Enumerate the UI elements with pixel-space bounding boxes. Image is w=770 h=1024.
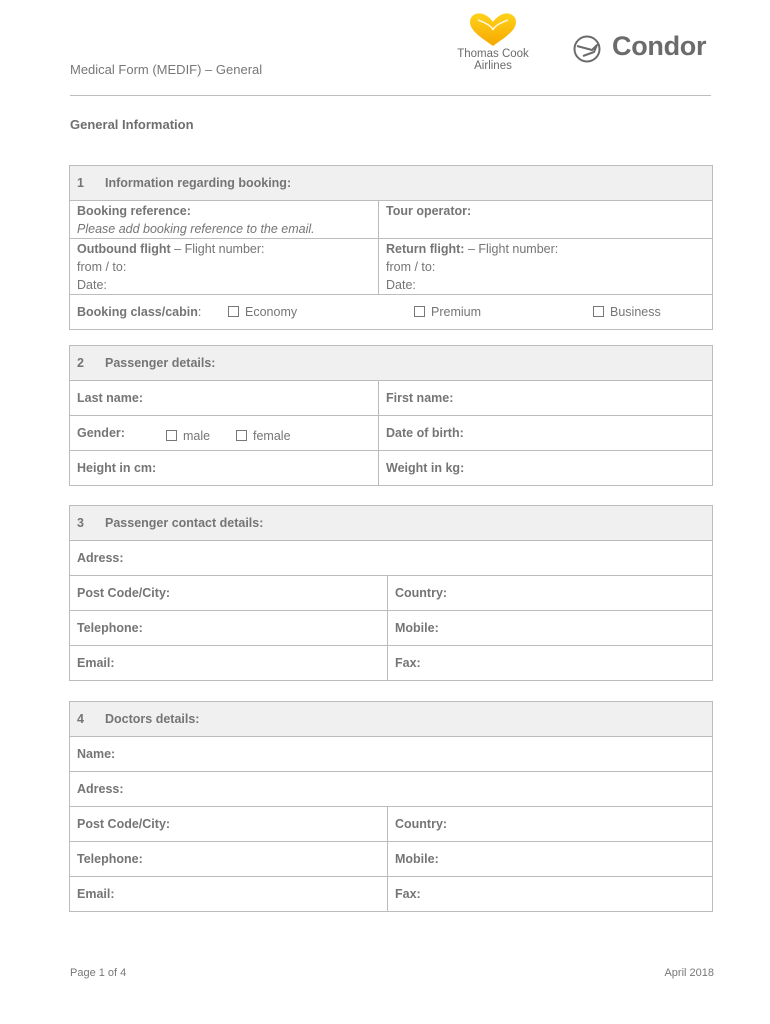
doctor-telephone-field[interactable] bbox=[70, 842, 388, 877]
return-date-label: Date: bbox=[386, 278, 416, 292]
section-number: 4 bbox=[77, 712, 84, 726]
heart-icon bbox=[448, 12, 538, 48]
postcode-city-field[interactable] bbox=[70, 576, 388, 611]
doctor-country-label: Country: bbox=[395, 817, 448, 831]
return-flight-label: Return flight: bbox=[386, 242, 465, 256]
doctor-name-field[interactable] bbox=[70, 737, 713, 772]
page-number: Page 1 of 4 bbox=[70, 967, 127, 979]
doctor-postcode-city-label: Post Code/City: bbox=[77, 817, 171, 831]
doctor-fax-field[interactable] bbox=[388, 877, 713, 912]
doctors-details-table bbox=[69, 701, 713, 912]
address-field[interactable] bbox=[70, 541, 713, 576]
booking-info-table bbox=[69, 165, 713, 330]
section-heading: General Information bbox=[70, 117, 194, 132]
doctor-telephone-label: Telephone: bbox=[77, 852, 143, 866]
tour-operator-label: Tour operator: bbox=[386, 204, 472, 218]
last-name-field[interactable] bbox=[70, 381, 379, 416]
section-title: Doctors details: bbox=[105, 712, 200, 726]
doctor-email-field[interactable] bbox=[70, 877, 388, 912]
section-title: Passenger contact details: bbox=[105, 516, 264, 530]
outbound-flight-field[interactable] bbox=[70, 239, 379, 295]
passenger-contact-table bbox=[69, 505, 713, 681]
female-label: female bbox=[253, 429, 291, 443]
doctor-name-label: Name: bbox=[77, 747, 116, 761]
doctor-country-field[interactable] bbox=[388, 807, 713, 842]
section-number: 3 bbox=[77, 516, 84, 530]
booking-class-colon: : bbox=[197, 305, 202, 319]
telephone-label: Telephone: bbox=[77, 621, 143, 635]
male-checkbox[interactable] bbox=[166, 430, 177, 441]
return-flight-field[interactable] bbox=[379, 239, 713, 295]
date-of-birth-label: Date of birth: bbox=[386, 426, 464, 440]
premium-label: Premium bbox=[431, 305, 482, 319]
outbound-flight-label: Outbound flight bbox=[77, 242, 171, 256]
country-field[interactable] bbox=[388, 576, 713, 611]
condor-wordmark: Condor bbox=[612, 31, 707, 61]
last-name-label: Last name: bbox=[77, 391, 143, 405]
outbound-from-to-label: from / to: bbox=[77, 260, 127, 274]
business-checkbox[interactable] bbox=[593, 306, 604, 317]
female-checkbox[interactable] bbox=[236, 430, 247, 441]
telephone-field[interactable] bbox=[70, 611, 388, 646]
thomas-cook-logo bbox=[448, 12, 538, 78]
condor-bird-icon bbox=[572, 34, 604, 66]
mobile-field[interactable] bbox=[388, 611, 713, 646]
date-of-birth-field[interactable] bbox=[379, 416, 713, 451]
section-number: 1 bbox=[77, 176, 84, 190]
tour-operator-field[interactable] bbox=[379, 201, 713, 239]
business-option[interactable] bbox=[593, 305, 661, 319]
section-title: Information regarding booking: bbox=[105, 176, 292, 190]
doctor-fax-label: Fax: bbox=[395, 887, 421, 901]
economy-option[interactable] bbox=[228, 305, 297, 319]
premium-option[interactable] bbox=[414, 305, 481, 319]
footer-date: April 2018 bbox=[664, 967, 714, 979]
return-flight-number-label: – Flight number: bbox=[464, 242, 559, 256]
country-label: Country: bbox=[395, 586, 448, 600]
header-divider bbox=[70, 95, 711, 96]
female-option[interactable] bbox=[236, 429, 291, 443]
height-label: Height in cm: bbox=[77, 461, 157, 475]
logo-tc-line2: Airlines bbox=[474, 60, 512, 72]
email-label: Email: bbox=[77, 656, 115, 670]
section-title: Passenger details: bbox=[105, 356, 216, 370]
male-option[interactable] bbox=[166, 429, 210, 443]
premium-checkbox[interactable] bbox=[414, 306, 425, 317]
return-from-to-label: from / to: bbox=[386, 260, 436, 274]
section-number: 2 bbox=[77, 356, 84, 370]
weight-label: Weight in kg: bbox=[386, 461, 465, 475]
passenger-details-table bbox=[69, 345, 713, 486]
postcode-city-label: Post Code/City: bbox=[77, 586, 171, 600]
logo-tc-line1: Thomas Cook bbox=[457, 48, 529, 60]
height-field[interactable] bbox=[70, 451, 379, 486]
address-label: Adress: bbox=[77, 551, 124, 565]
outbound-date-label: Date: bbox=[77, 278, 107, 292]
section-2-header bbox=[70, 346, 713, 381]
section-4-header bbox=[70, 702, 713, 737]
doctor-address-field[interactable] bbox=[70, 772, 713, 807]
booking-reference-hint: Please add booking reference to the email. bbox=[77, 222, 315, 236]
gender-label: Gender: bbox=[77, 426, 125, 440]
business-label: Business bbox=[610, 305, 661, 319]
weight-field[interactable] bbox=[379, 451, 713, 486]
booking-class-label: Booking class/cabin bbox=[77, 305, 198, 319]
booking-class-row bbox=[70, 295, 713, 330]
section-1-header bbox=[70, 166, 713, 201]
condor-logo bbox=[572, 33, 722, 67]
gender-field bbox=[70, 416, 379, 451]
first-name-field[interactable] bbox=[379, 381, 713, 416]
doctor-mobile-field[interactable] bbox=[388, 842, 713, 877]
doctor-mobile-label: Mobile: bbox=[395, 852, 439, 866]
booking-reference-field[interactable] bbox=[70, 201, 379, 239]
document-title: Medical Form (MEDIF) – General bbox=[70, 62, 263, 77]
doctor-email-label: Email: bbox=[77, 887, 115, 901]
doctor-address-label: Adress: bbox=[77, 782, 124, 796]
outbound-flight-number-label: – Flight number: bbox=[170, 242, 265, 256]
section-3-header bbox=[70, 506, 713, 541]
email-field[interactable] bbox=[70, 646, 388, 681]
fax-label: Fax: bbox=[395, 656, 421, 670]
doctor-postcode-city-field[interactable] bbox=[70, 807, 388, 842]
economy-label: Economy bbox=[245, 305, 298, 319]
male-label: male bbox=[183, 429, 211, 443]
fax-field[interactable] bbox=[388, 646, 713, 681]
mobile-label: Mobile: bbox=[395, 621, 439, 635]
economy-checkbox[interactable] bbox=[228, 306, 239, 317]
booking-reference-label: Booking reference: bbox=[77, 204, 191, 218]
first-name-label: First name: bbox=[386, 391, 454, 405]
